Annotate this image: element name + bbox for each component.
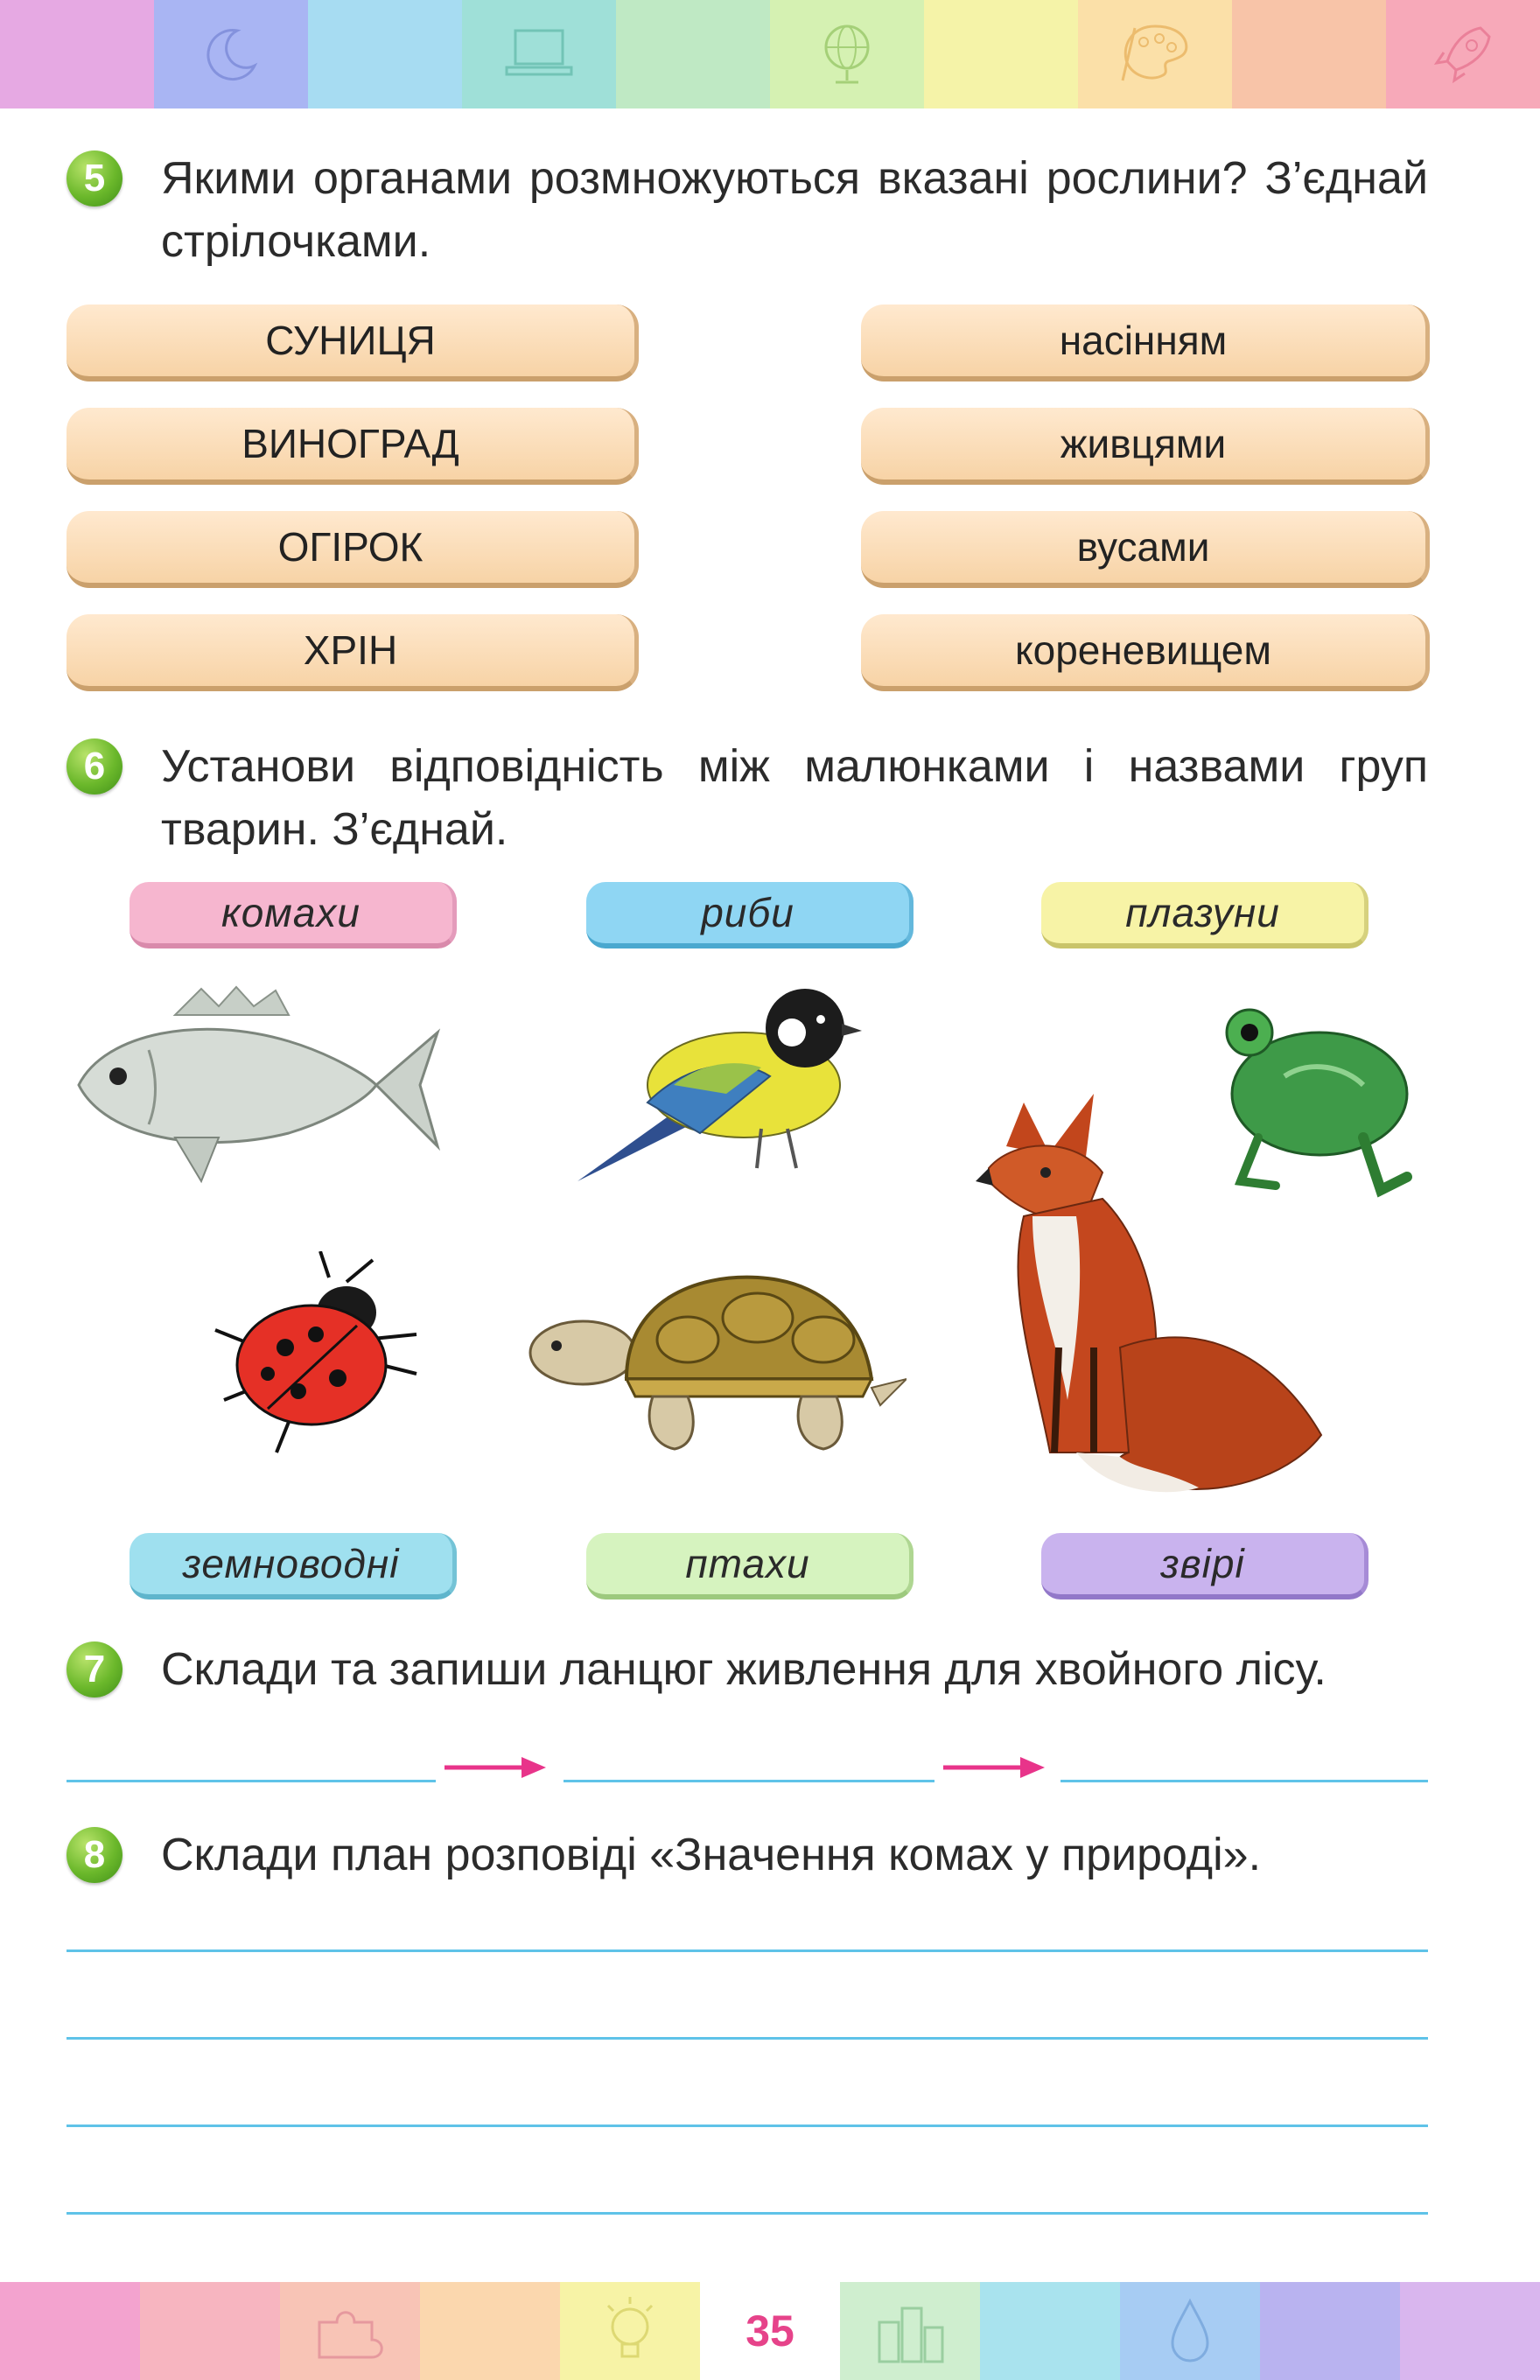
lightbulb-icon <box>599 2292 661 2370</box>
tag-amphibians[interactable]: земноводні <box>130 1533 457 1600</box>
band-tile <box>980 2282 1120 2380</box>
page-number: 35 <box>746 2306 794 2356</box>
answer-line[interactable] <box>66 2212 1428 2215</box>
plant-card-cucumber[interactable]: ОГІРОК <box>66 511 639 588</box>
band-tile <box>1386 0 1540 108</box>
drop-icon <box>1164 2296 1216 2366</box>
ladybug-image[interactable] <box>206 1251 425 1461</box>
band-tile <box>924 0 1078 108</box>
band-tile <box>616 0 770 108</box>
task-number-badge: 8 <box>66 1827 122 1883</box>
task-6 <box>63 735 1428 875</box>
puzzle-icon <box>311 2296 389 2366</box>
plant-card-strawberry[interactable]: СУНИЦЯ <box>66 304 639 382</box>
band-tile <box>420 2282 560 2380</box>
bird-image[interactable] <box>569 980 866 1190</box>
arrow-right-icon <box>940 1750 1048 1785</box>
food-chain-blank-1[interactable] <box>66 1780 436 1782</box>
plant-card-horseradish[interactable]: ХРІН <box>66 614 639 691</box>
band-tile <box>1120 2282 1260 2380</box>
moon-icon <box>200 24 262 85</box>
organ-card-cuttings[interactable]: живцями <box>861 408 1430 485</box>
band-tile <box>1400 2282 1540 2380</box>
organ-card-rhizome[interactable]: кореневищем <box>861 614 1430 691</box>
food-chain-blank-3[interactable] <box>1060 1780 1428 1782</box>
band-tile <box>140 2282 280 2380</box>
organ-card-seeds[interactable]: насінням <box>861 304 1430 382</box>
rocket-icon <box>1428 19 1498 89</box>
band-tile <box>0 2282 140 2380</box>
fox-image[interactable] <box>971 1085 1330 1505</box>
band-tile <box>1232 0 1386 108</box>
answer-line[interactable] <box>66 2124 1428 2127</box>
laptop-icon <box>500 24 578 85</box>
arrow-right-icon <box>441 1750 550 1785</box>
band-tile <box>308 0 462 108</box>
tag-insects[interactable]: комахи <box>130 882 457 948</box>
tag-birds[interactable]: птахи <box>586 1533 914 1600</box>
band-tile <box>0 0 154 108</box>
page-number-tile <box>700 2282 840 2380</box>
task-5 <box>63 147 1428 287</box>
task-8 <box>63 1824 1428 1894</box>
tag-fish[interactable]: риби <box>586 882 914 948</box>
answer-line[interactable] <box>66 2037 1428 2040</box>
organ-card-runners[interactable]: вусами <box>861 511 1430 588</box>
tag-reptiles[interactable]: плазуни <box>1041 882 1368 948</box>
top-decor-band <box>0 0 1540 108</box>
band-tile <box>770 0 924 108</box>
palette-icon <box>1116 19 1194 89</box>
band-tile <box>154 0 308 108</box>
buildings-icon <box>871 2296 949 2366</box>
task-5-text: Якими органами розмножуються вказані рослини? З’єднай стрілочками. <box>161 153 1428 267</box>
food-chain-blank-2[interactable] <box>564 1780 934 1782</box>
task-number-badge: 7 <box>66 1642 122 1698</box>
task-8-text: Склади план розповіді «Значення комах у природі». <box>161 1830 1262 1880</box>
band-tile <box>462 0 616 108</box>
plant-card-grape[interactable]: ВИНОГРАД <box>66 408 639 485</box>
fish-image[interactable] <box>70 980 446 1190</box>
tag-mammals[interactable]: звірі <box>1041 1533 1368 1600</box>
band-tile <box>560 2282 700 2380</box>
task-number-badge: 5 <box>66 150 122 206</box>
task-6-text: Установи відповідність між малюнками і назвами груп тварин. З’єднай. <box>161 741 1428 855</box>
task-7 <box>63 1638 1428 1708</box>
band-tile <box>840 2282 980 2380</box>
answer-line[interactable] <box>66 1950 1428 1952</box>
task-7-text: Склади та запиши ланцюг живлення для хвойного лісу. <box>161 1644 1326 1695</box>
bottom-decor-band <box>0 2282 1540 2380</box>
band-tile <box>1260 2282 1400 2380</box>
band-tile <box>1078 0 1232 108</box>
task-number-badge: 6 <box>66 738 122 794</box>
globe-icon <box>816 19 878 89</box>
turtle-image[interactable] <box>522 1265 906 1466</box>
band-tile <box>280 2282 420 2380</box>
